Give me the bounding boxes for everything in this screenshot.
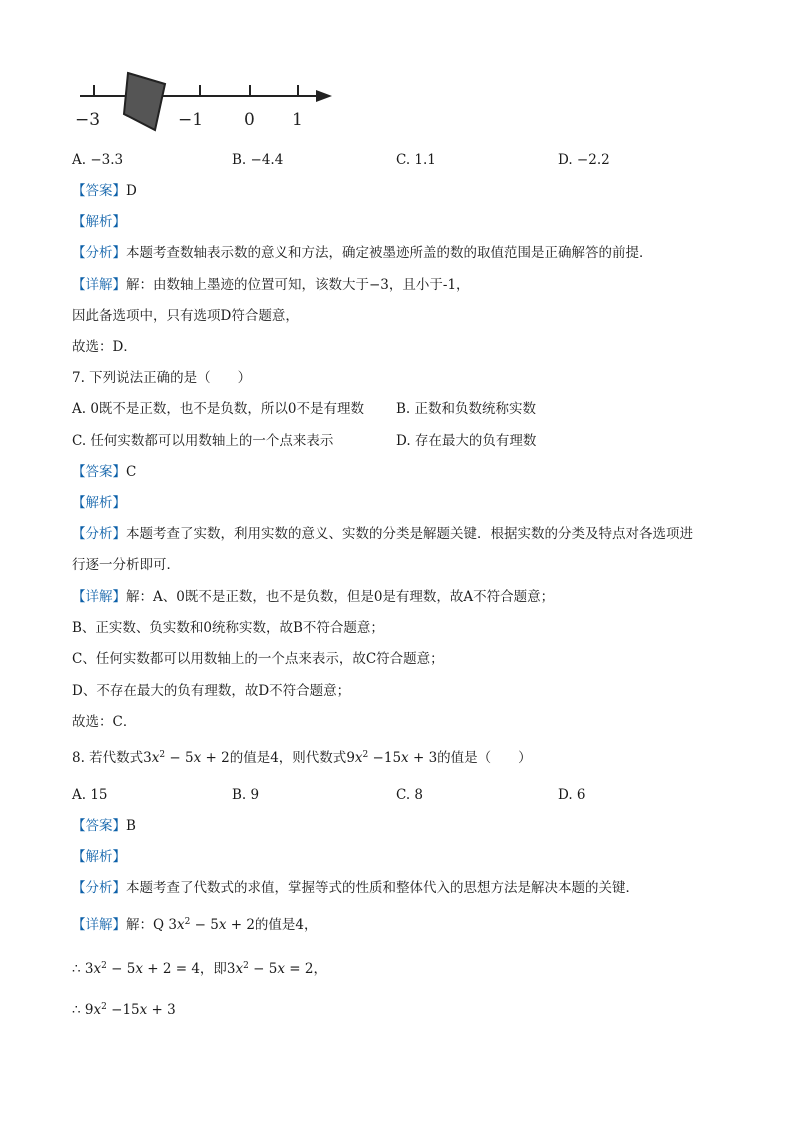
- q6-fenxi-line: [72, 244, 653, 262]
- q6-line2: 因此备选项中，只有选项D符合题意，: [72, 308, 299, 324]
- q8-q-mid: 的值是4，则代数式: [229, 750, 347, 766]
- xiangjie-tag: 【详解】: [72, 277, 126, 293]
- q7-xiangjie: 解：A、0既不是正数，也不是负数，但是0是有理数，故A不符合题意；: [126, 589, 555, 605]
- xiangjie-tag: 【详解】: [72, 917, 126, 933]
- q8-question: [72, 749, 532, 767]
- q8-fenxi: 本题考查了代数式的求值，掌握等式的性质和整体代入的思想方法是解决本题的关键．: [126, 880, 639, 896]
- q6-conclusion: 故选：D．: [72, 339, 137, 355]
- expr-9x2-15x-3: $9x^2 -15x + 3$: [346, 750, 438, 766]
- answer-tag: 【答案】: [72, 818, 126, 834]
- q7-fenxi-cont: 行逐一分析即可．: [72, 557, 180, 573]
- q7-fenxi-line: [72, 525, 693, 543]
- q7-line-c: C、任何实数都可以用数轴上的一个点来表示，故C符合题意；: [72, 651, 444, 667]
- eq-3x2-5x-equals-2: $3x^2 - 5x = 2$: [226, 961, 314, 977]
- fenxi-tag: 【分析】: [72, 245, 126, 261]
- number-line-arrow: [316, 90, 332, 102]
- q7-line-b: B、正实数、负实数和0统称实数，故B不符合题意；: [72, 620, 384, 636]
- q8-xiangjie-post: 的值是4，: [254, 917, 318, 933]
- q8-q-pre: 8. 若代数式: [72, 750, 144, 766]
- q8-step2: [72, 1001, 176, 1019]
- q6-option-c: C. 1.1: [396, 152, 436, 168]
- eq-3x2-5x-2-equals-4: $3x^2 - 5x + 2 = 4$: [84, 961, 200, 977]
- therefore-symbol: ∴: [72, 1002, 81, 1018]
- q8-jiexi-tag: 【解析】: [72, 849, 126, 865]
- expr-9x2-15x-3: $9x^2 -15x + 3$: [84, 1002, 176, 1018]
- q8-eq1-end: ，: [313, 961, 327, 977]
- q7-fenxi: 本题考查了实数，利用实数的意义、实数的分类是解题关键．根据实数的分类及特点对各选项进: [126, 526, 693, 542]
- answer-tag: 【答案】: [72, 183, 126, 199]
- q7-question: 7. 下列说法正确的是（ ）: [72, 370, 252, 386]
- fenxi-tag: 【分析】: [72, 880, 126, 896]
- q7-option-c: C. 任何实数都可以用数轴上的一个点来表示: [72, 433, 334, 449]
- q8-answer-line: [72, 817, 136, 835]
- q7-option-d: D. 存在最大的负有理数: [396, 433, 537, 449]
- q7-option-a: A. 0既不是正数，也不是负数，所以0不是有理数: [72, 401, 365, 417]
- q8-eq1-mid: ，即: [199, 961, 227, 977]
- q7-conclusion: 故选：C．: [72, 714, 137, 730]
- q6-xiangjie: 解：由数轴上墨迹的位置可知，该数大于−3，且小于-1，: [126, 277, 470, 293]
- q6-fenxi: 本题考查数轴表示数的意义和方法，确定被墨迹所盖的数的取值范围是正确解答的前提．: [126, 245, 653, 261]
- q6-option-d: D. −2.2: [558, 152, 610, 168]
- q8-option-a: A. 15: [72, 787, 108, 803]
- q6-xiangjie-line: [72, 276, 470, 294]
- label-neg1: −1: [178, 110, 204, 130]
- q6-jiexi-tag: 【解析】: [72, 214, 126, 230]
- q8-answer: B: [126, 818, 136, 834]
- q8-option-b: B. 9: [232, 787, 260, 803]
- q8-option-d: D. 6: [558, 787, 586, 803]
- expr-3x2-5x-2: $3x^2 - 5x + 2$: [168, 917, 255, 933]
- expr-3x2-5x-2: $3x^2 - 5x + 2$: [143, 750, 230, 766]
- label-0: 0: [244, 110, 255, 130]
- q7-xiangjie-line: [72, 588, 554, 606]
- therefore-symbol: ∴: [72, 961, 81, 977]
- q7-answer-line: [72, 463, 136, 481]
- label-neg3: −3: [75, 110, 101, 130]
- fenxi-tag: 【分析】: [72, 526, 126, 542]
- q6-answer-line: [72, 182, 137, 200]
- label-1: 1: [292, 110, 303, 130]
- q6-option-a: A. −3.3: [72, 152, 124, 168]
- q8-fenxi-line: [72, 879, 639, 897]
- q6-answer: D: [126, 183, 137, 199]
- q7-line-d: D、不存在最大的负有理数，故D不符合题意；: [72, 683, 351, 699]
- xiangjie-tag: 【详解】: [72, 589, 126, 605]
- ink-blot: [124, 73, 165, 130]
- q8-option-c: C. 8: [396, 787, 424, 803]
- q6-option-b: B. −4.4: [232, 152, 284, 168]
- q8-xiangjie-line: [72, 916, 318, 934]
- q7-jiexi-tag: 【解析】: [72, 495, 126, 511]
- q8-xiangjie-pre: 解：Q: [126, 917, 165, 933]
- q7-answer: C: [126, 464, 137, 480]
- q8-q-post: 的值是（ ）: [437, 750, 532, 766]
- q8-step1: [72, 960, 327, 978]
- answer-tag: 【答案】: [72, 464, 126, 480]
- q7-option-b: B. 正数和负数统称实数: [396, 401, 537, 417]
- number-line-figure: [70, 70, 340, 135]
